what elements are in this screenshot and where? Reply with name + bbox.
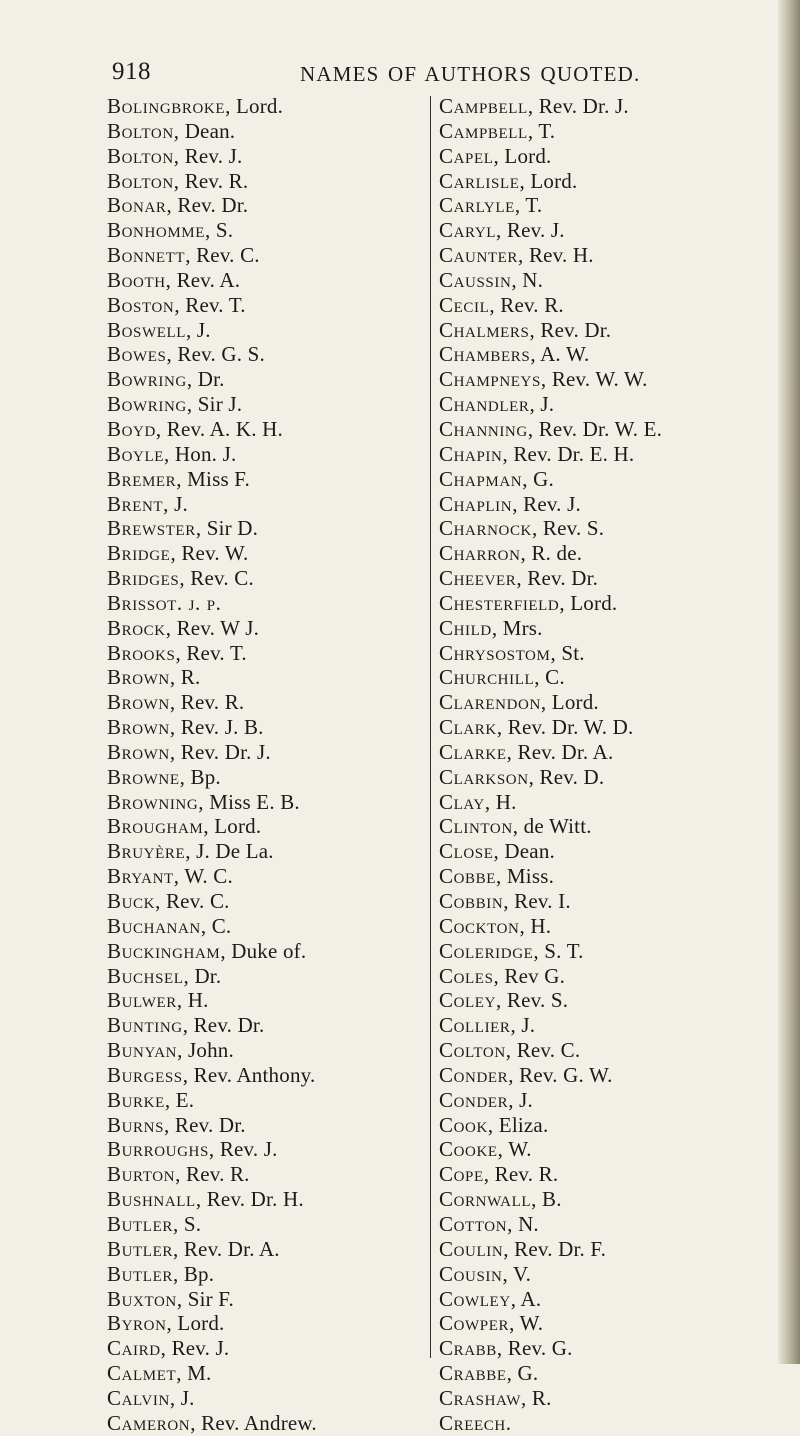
author-entry: Butler, Bp. (107, 1261, 215, 1286)
author-entry: Cameron, Rev. Andrew. (107, 1410, 317, 1435)
author-entry: Collier, J. (439, 1013, 536, 1038)
author-entry: Boston, Rev. T. (107, 292, 246, 317)
author-entry: Chambers, A. W. (439, 342, 590, 367)
author-entry: Clarkson, Rev. D. (439, 764, 605, 789)
author-entry: Chalmers, Rev. Dr. (439, 317, 612, 342)
author-entry: Chapman, G. (439, 466, 554, 491)
author-entry: Bowring, Sir J. (107, 392, 243, 417)
author-entry: Bonnett, Rev. C. (107, 243, 260, 268)
running-head: NAMES OF AUTHORS QUOTED. (300, 62, 641, 86)
author-entry: Booth, Rev. A. (107, 267, 241, 292)
author-entry: Campbell, T. (439, 118, 556, 143)
author-entry: Bulwer, H. (107, 988, 209, 1013)
author-entry: Bryant, W. C. (107, 864, 233, 889)
author-entry: Chapin, Rev. Dr. E. H. (439, 441, 635, 466)
author-entry: Burke, E. (107, 1087, 195, 1112)
author-entry: Coles, Rev G. (439, 963, 566, 988)
author-entry: Coley, Rev. S. (439, 988, 569, 1013)
author-entry: Cousin, V. (439, 1261, 532, 1286)
author-entry: Buck, Rev. C. (107, 889, 230, 913)
author-entry: Bolingbroke, Lord. (107, 94, 284, 118)
author-entry: Bruyère, J. De La. (107, 839, 274, 864)
column-divider (430, 96, 431, 1358)
author-entry: Caussin, N. (439, 267, 544, 292)
author-entry: Carlisle, Lord. (439, 168, 578, 193)
author-entry: Clarendon, Lord. (439, 690, 599, 715)
author-entry: Clark, Rev. Dr. W. D. (439, 715, 634, 740)
author-entry: Cooke, W. (439, 1137, 532, 1162)
left-column (107, 94, 427, 1436)
author-entry: Brougham, Lord. (107, 814, 262, 839)
author-entry: Cowper, W. (439, 1311, 544, 1336)
author-entry: Bunting, Rev. Dr. (107, 1013, 265, 1038)
author-entry: Creech. (439, 1410, 512, 1435)
author-entry: Bowring, Dr. (107, 367, 225, 392)
author-entry: Brock, Rev. W J. (107, 615, 260, 640)
author-entry: Coleridge, S. T. (439, 938, 584, 963)
author-entry: Crabb, Rev. G. (439, 1336, 573, 1361)
author-entry: Calmet, M. (107, 1361, 212, 1386)
author-entry: Bolton, Rev. J. (107, 143, 243, 168)
author-entry: Chrysostom, St. (439, 640, 585, 665)
author-entry: Crashaw, R. (439, 1385, 552, 1410)
author-entry: Cornwall, B. (439, 1187, 562, 1212)
author-entry: Burgess, Rev. Anthony. (107, 1062, 316, 1087)
author-entry: Browne, Bp. (107, 764, 221, 789)
author-entry: Conder, J. (439, 1087, 534, 1112)
author-entry: Capel, Lord. (439, 143, 552, 168)
author-entry: Buchsel, Dr. (107, 963, 222, 988)
author-entry: Bonar, Rev. Dr. (107, 193, 249, 218)
author-entry: Burns, Rev. Dr. (107, 1112, 246, 1137)
author-entry: Brent, J. (107, 491, 188, 516)
author-entry: Chandler, J. (439, 392, 555, 417)
author-entry: Caryl, Rev. J. (439, 218, 565, 243)
author-entry: Cowley, A. (439, 1286, 542, 1311)
author-entry: Bowes, Rev. G. S. (107, 342, 265, 367)
author-entry: Bridges, Rev. C. (107, 566, 254, 591)
author-entry: Burton, Rev. R. (107, 1162, 250, 1187)
author-entry: Buxton, Sir F. (107, 1286, 234, 1311)
author-entry: Close, Dean. (439, 839, 555, 864)
author-entry: Bremer, Miss F. (107, 466, 250, 491)
author-entry: Churchill, C. (439, 665, 565, 690)
author-entry: Cobbin, Rev. I. (439, 889, 571, 913)
author-entry: Cotton, N. (439, 1211, 539, 1236)
author-entry: Clinton, de Witt. (439, 814, 592, 839)
page-header (0, 58, 800, 92)
author-entry: Brewster, Sir D. (107, 516, 259, 541)
author-entry: Butler, Rev. Dr. A. (107, 1236, 280, 1261)
author-entry: Brown, Rev. R. (107, 690, 245, 715)
author-entry: Buckingham, Duke of. (107, 938, 307, 963)
author-entry: Calvin, J. (107, 1385, 195, 1410)
author-entry: Colton, Rev. C. (439, 1038, 581, 1063)
author-entry: Cecil, Rev. R. (439, 292, 564, 317)
author-entry: Byron, Lord. (107, 1311, 225, 1336)
author-entry: Child, Mrs. (439, 615, 543, 640)
author-entry: Boyle, Hon. J. (107, 441, 237, 466)
author-entry: Butler, S. (107, 1211, 202, 1236)
author-entry: Carlyle, T. (439, 193, 543, 218)
author-entry: Bushnall, Rev. Dr. H. (107, 1187, 304, 1212)
author-entry: Caird, Rev. J. (107, 1336, 230, 1361)
author-entry: Caunter, Rev. H. (439, 243, 594, 268)
author-entry: Channing, Rev. Dr. W. E. (439, 416, 663, 441)
author-entry: Charron, R. de. (439, 541, 583, 566)
author-entry: Bolton, Rev. R. (107, 168, 249, 193)
author-entry: Cook, Eliza. (439, 1112, 549, 1137)
author-entry: Bolton, Dean. (107, 118, 236, 143)
author-entry: Buchanan, C. (107, 913, 232, 938)
author-entry: Boyd, Rev. A. K. H. (107, 416, 283, 441)
page-edge (778, 0, 800, 1364)
author-entry: Clarke, Rev. Dr. A. (439, 739, 614, 764)
author-entry: Cope, Rev. R. (439, 1162, 559, 1187)
author-entry: Brissot. j. p. (107, 590, 222, 615)
author-entry: Chaplin, Rev. J. (439, 491, 581, 516)
author-entry: Bunyan, John. (107, 1038, 234, 1063)
author-entry: Champneys, Rev. W. W. (439, 367, 648, 392)
author-entry: Brown, Rev. J. B. (107, 715, 264, 740)
author-entry: Campbell, Rev. Dr. J. (439, 94, 629, 118)
author-entry: Brown, R. (107, 665, 201, 690)
author-entry: Cobbe, Miss. (439, 864, 555, 889)
author-entry: Charnock, Rev. S. (439, 516, 605, 541)
author-entry: Cockton, H. (439, 913, 552, 938)
page-number: 918 (112, 58, 151, 85)
author-entry: Brooks, Rev. T. (107, 640, 247, 665)
author-entry: Conder, Rev. G. W. (439, 1062, 613, 1087)
author-entry: Chesterfield, Lord. (439, 590, 618, 615)
right-column (439, 94, 779, 1436)
author-entry: Cheever, Rev. Dr. (439, 566, 599, 591)
author-entry: Burroughs, Rev. J. (107, 1137, 278, 1162)
author-entry: Coulin, Rev. Dr. F. (439, 1236, 607, 1261)
author-entry: Clay, H. (439, 789, 517, 814)
author-entry: Bridge, Rev. W. (107, 541, 249, 566)
author-entry: Browning, Miss E. B. (107, 789, 300, 814)
author-entry: Brown, Rev. Dr. J. (107, 739, 271, 764)
author-entry: Bonhomme, S. (107, 218, 234, 243)
author-entry: Boswell, J. (107, 317, 211, 342)
author-entry: Crabbe, G. (439, 1361, 539, 1386)
